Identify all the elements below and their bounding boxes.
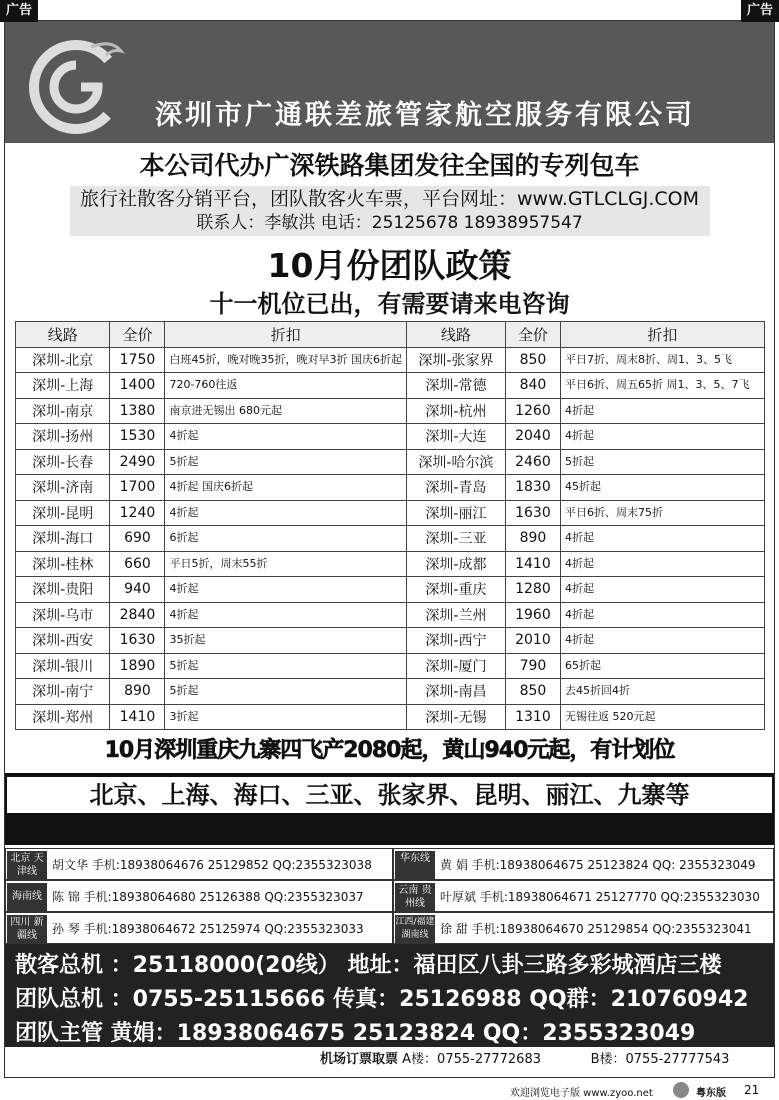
route-cell: 深圳-哈尔滨 xyxy=(406,449,505,475)
table-row xyxy=(16,653,765,679)
route-cell: 深圳-南昌 xyxy=(406,679,505,705)
route-cell: 深圳-成都 xyxy=(406,551,505,577)
discount-cell: 4折起 xyxy=(560,424,764,450)
route-cell: 深圳-大连 xyxy=(406,424,505,450)
discount-cell: 5折起 xyxy=(165,449,407,475)
discount-cell: 4折起 xyxy=(560,526,764,552)
discount-cell: 4折起 xyxy=(165,602,407,628)
discount-cell: 4折起 xyxy=(165,424,407,450)
contact-info: 叶厚斌 手机:18938064671 25127770 QQ:2355323030 xyxy=(440,890,760,904)
discount-cell: 4折起 xyxy=(560,628,764,654)
price-cell: 2490 xyxy=(110,449,165,475)
route-cell: 深圳-张家界 xyxy=(406,347,505,373)
discount-cell: 南京进无锡出 680元起 xyxy=(165,398,407,424)
table-row xyxy=(16,475,765,501)
contacts-grid xyxy=(5,848,774,944)
discount-cell: 5折起 xyxy=(560,449,764,475)
route-cell: 深圳-南京 xyxy=(16,398,110,424)
contact-info: 陈 锦 手机:18938064680 25126388 QQ:2355323037 xyxy=(52,890,364,904)
col-header: 全价 xyxy=(505,322,560,348)
company-header xyxy=(5,21,774,143)
price-cell: 2010 xyxy=(505,628,560,654)
discount-cell: 平日6折、周末75折 xyxy=(560,500,764,526)
price-cell: 660 xyxy=(110,551,165,577)
discount-cell: 5折起 xyxy=(165,679,407,705)
contact-line: 联系人：李敏洪 电话：25125678 18938957547 xyxy=(196,213,583,233)
route-cell: 深圳-海口 xyxy=(16,526,110,552)
route-cell: 深圳-长春 xyxy=(16,449,110,475)
line-tag: 云南 贵州线 xyxy=(395,883,435,911)
contact-card xyxy=(5,848,393,880)
col-header: 线路 xyxy=(406,322,505,348)
discount-cell: 4折起 xyxy=(165,577,407,603)
contact-info: 徐 甜 手机:18938064670 25129854 QQ:2355323041 xyxy=(440,922,752,936)
line-tag: 江西/福建 湖南线 xyxy=(395,915,435,943)
table-row xyxy=(16,526,765,552)
contact-info: 胡文华 手机:18938064676 25129852 QQ:2355323038 xyxy=(52,858,372,872)
route-cell: 深圳-重庆 xyxy=(406,577,505,603)
fare-table xyxy=(15,321,765,730)
ad-label-left: 广告 xyxy=(0,0,38,22)
col-header: 折扣 xyxy=(165,322,407,348)
price-cell: 2460 xyxy=(505,449,560,475)
company-name: 深圳市广通联差旅管家航空服务有限公司 xyxy=(155,100,695,131)
discount-cell: 4折起 xyxy=(560,398,764,424)
hotline-retail: 散客总机 ：25118000(20线） 地址：福田区八卦三路多彩城酒店三楼 xyxy=(15,953,722,978)
contact-info: 孙 琴 手机:18938064672 25125974 QQ:2355323033 xyxy=(52,922,364,936)
route-cell: 深圳-常德 xyxy=(406,373,505,399)
contacts-row xyxy=(5,912,774,944)
route-cell: 深圳-扬州 xyxy=(16,424,110,450)
table-header-row xyxy=(16,322,765,348)
contact-card xyxy=(393,912,774,944)
price-cell: 1260 xyxy=(505,398,560,424)
col-header: 折扣 xyxy=(560,322,764,348)
discount-cell: 35折起 xyxy=(165,628,407,654)
airport-b: B楼：0755-27777543 xyxy=(590,1052,730,1067)
price-cell: 850 xyxy=(505,347,560,373)
footer-site: 欢迎浏览电子版 www.zyoo.net xyxy=(510,1088,653,1099)
price-cell: 2840 xyxy=(110,602,165,628)
table-row xyxy=(16,628,765,654)
discount-cell: 平日7折、周末8折、周1、3、5飞 xyxy=(560,347,764,373)
price-cell: 1400 xyxy=(110,373,165,399)
table-row xyxy=(16,373,765,399)
price-cell: 1410 xyxy=(505,551,560,577)
footer-edition: 粤东版 xyxy=(696,1088,726,1099)
price-cell: 1380 xyxy=(110,398,165,424)
col-header: 线路 xyxy=(16,322,110,348)
price-cell: 1750 xyxy=(110,347,165,373)
hotline-supervisor: 团队主管 黄娟：18938064675 25123824 QQ：2355323049 xyxy=(15,1021,696,1046)
table-row xyxy=(16,704,765,730)
route-cell: 深圳-无锡 xyxy=(406,704,505,730)
price-cell: 1960 xyxy=(505,602,560,628)
discount-cell: 65折起 xyxy=(560,653,764,679)
route-cell: 深圳-北京 xyxy=(16,347,110,373)
airport-a: A楼：0755-27772683 xyxy=(402,1052,541,1067)
route-cell: 深圳-贵阳 xyxy=(16,577,110,603)
price-cell: 1630 xyxy=(110,628,165,654)
policy-subtitle: 十一机位已出，有需要请来电咨询 xyxy=(209,290,570,318)
discount-cell: 4折起 xyxy=(165,500,407,526)
line-tag: 华东线 xyxy=(395,851,435,879)
route-cell: 深圳-昆明 xyxy=(16,500,110,526)
discount-cell: 4折起 xyxy=(560,551,764,577)
route-cell: 深圳-上海 xyxy=(16,373,110,399)
table-row xyxy=(16,602,765,628)
policy-title: 10月份团队政策 xyxy=(267,246,512,285)
page-number: 21 xyxy=(744,1083,760,1097)
price-cell: 1310 xyxy=(505,704,560,730)
cities-line-2: 多条旅游线路均有固定计划位！ xyxy=(221,814,558,842)
line-tag: 四川 新疆线 xyxy=(7,915,47,943)
discount-cell: 4折起 xyxy=(560,602,764,628)
contacts-row xyxy=(5,880,774,912)
price-cell: 790 xyxy=(505,653,560,679)
price-cell: 690 xyxy=(110,526,165,552)
route-cell: 深圳-西宁 xyxy=(406,628,505,654)
subline: 旅行社散客分销平台，团队散客火车票，平台网址：www.GTLCLGJ.COM xyxy=(80,188,699,210)
route-cell: 深圳-郑州 xyxy=(16,704,110,730)
discount-cell: 3折起 xyxy=(165,704,407,730)
route-cell: 深圳-三亚 xyxy=(406,526,505,552)
discount-cell: 平日5折，周末55折 xyxy=(165,551,407,577)
contact-card xyxy=(393,880,774,912)
route-cell: 深圳-乌市 xyxy=(16,602,110,628)
route-cell: 深圳-丽江 xyxy=(406,500,505,526)
table-row xyxy=(16,347,765,373)
route-cell: 深圳-兰州 xyxy=(406,602,505,628)
table-row xyxy=(16,679,765,705)
price-cell: 1630 xyxy=(505,500,560,526)
discount-cell: 720-760往返 xyxy=(165,373,407,399)
company-logo-icon xyxy=(21,29,131,139)
price-cell: 2040 xyxy=(505,424,560,450)
route-cell: 深圳-西安 xyxy=(16,628,110,654)
line-tag: 海南线 xyxy=(7,883,47,911)
discount-cell: 4折起 国庆6折起 xyxy=(165,475,407,501)
discount-cell: 去45折回4折 xyxy=(560,679,764,705)
discount-cell: 白班45折，晚对晚35折，晚对早3折 国庆6折起 xyxy=(165,347,407,373)
price-cell: 1240 xyxy=(110,500,165,526)
price-cell: 890 xyxy=(110,679,165,705)
price-cell: 940 xyxy=(110,577,165,603)
airport-ticketing xyxy=(320,1048,729,1067)
discount-cell: 4折起 xyxy=(560,577,764,603)
contact-info: 黄 娟 手机:18938064675 25123824 QQ: 2355323049 xyxy=(440,858,756,872)
route-cell: 深圳-桂林 xyxy=(16,551,110,577)
footer-badge-icon xyxy=(673,1082,689,1098)
discount-cell: 无锡往返 520元起 xyxy=(560,704,764,730)
discount-cell: 5折起 xyxy=(165,653,407,679)
price-cell: 1830 xyxy=(505,475,560,501)
contacts-row xyxy=(5,848,774,880)
route-cell: 深圳-厦门 xyxy=(406,653,505,679)
contact-card xyxy=(5,880,393,912)
line-tag: 北京 天津线 xyxy=(7,851,47,879)
col-header: 全价 xyxy=(110,322,165,348)
price-cell: 1890 xyxy=(110,653,165,679)
table-row xyxy=(16,424,765,450)
discount-cell: 6折起 xyxy=(165,526,407,552)
route-cell: 深圳-济南 xyxy=(16,475,110,501)
hotline-panel xyxy=(5,944,774,1047)
cities-line-1: 北京、上海、海口、三亚、张家界、昆明、丽江、九寨等 xyxy=(5,775,774,815)
headline: 本公司代办广深铁路集团发往全国的专列包车 xyxy=(139,151,640,180)
contact-card xyxy=(393,848,774,880)
table-row xyxy=(16,500,765,526)
table-row xyxy=(16,551,765,577)
price-cell: 850 xyxy=(505,679,560,705)
route-cell: 深圳-杭州 xyxy=(406,398,505,424)
route-cell: 深圳-青岛 xyxy=(406,475,505,501)
table-row xyxy=(16,449,765,475)
price-cell: 1700 xyxy=(110,475,165,501)
route-cell: 深圳-南宁 xyxy=(16,679,110,705)
price-cell: 890 xyxy=(505,526,560,552)
promo-banner: 10月深圳重庆九寨四飞产2080起，黄山940元起，有计划位 xyxy=(104,738,675,763)
price-cell: 1530 xyxy=(110,424,165,450)
route-cell: 深圳-银川 xyxy=(16,653,110,679)
discount-cell: 平日6折、周五65折 周1、3、5、7飞 xyxy=(560,373,764,399)
table-row xyxy=(16,577,765,603)
discount-cell: 45折起 xyxy=(560,475,764,501)
ad-label-right: 广告 xyxy=(741,0,779,22)
contact-card xyxy=(5,912,393,944)
price-cell: 840 xyxy=(505,373,560,399)
table-row xyxy=(16,398,765,424)
price-cell: 1280 xyxy=(505,577,560,603)
hotline-group: 团队总机 ：0755-25115666 传真：25126988 QQ群：210760942 xyxy=(15,987,749,1012)
price-cell: 1410 xyxy=(110,704,165,730)
airport-label: 机场订票取票 xyxy=(320,1052,399,1067)
